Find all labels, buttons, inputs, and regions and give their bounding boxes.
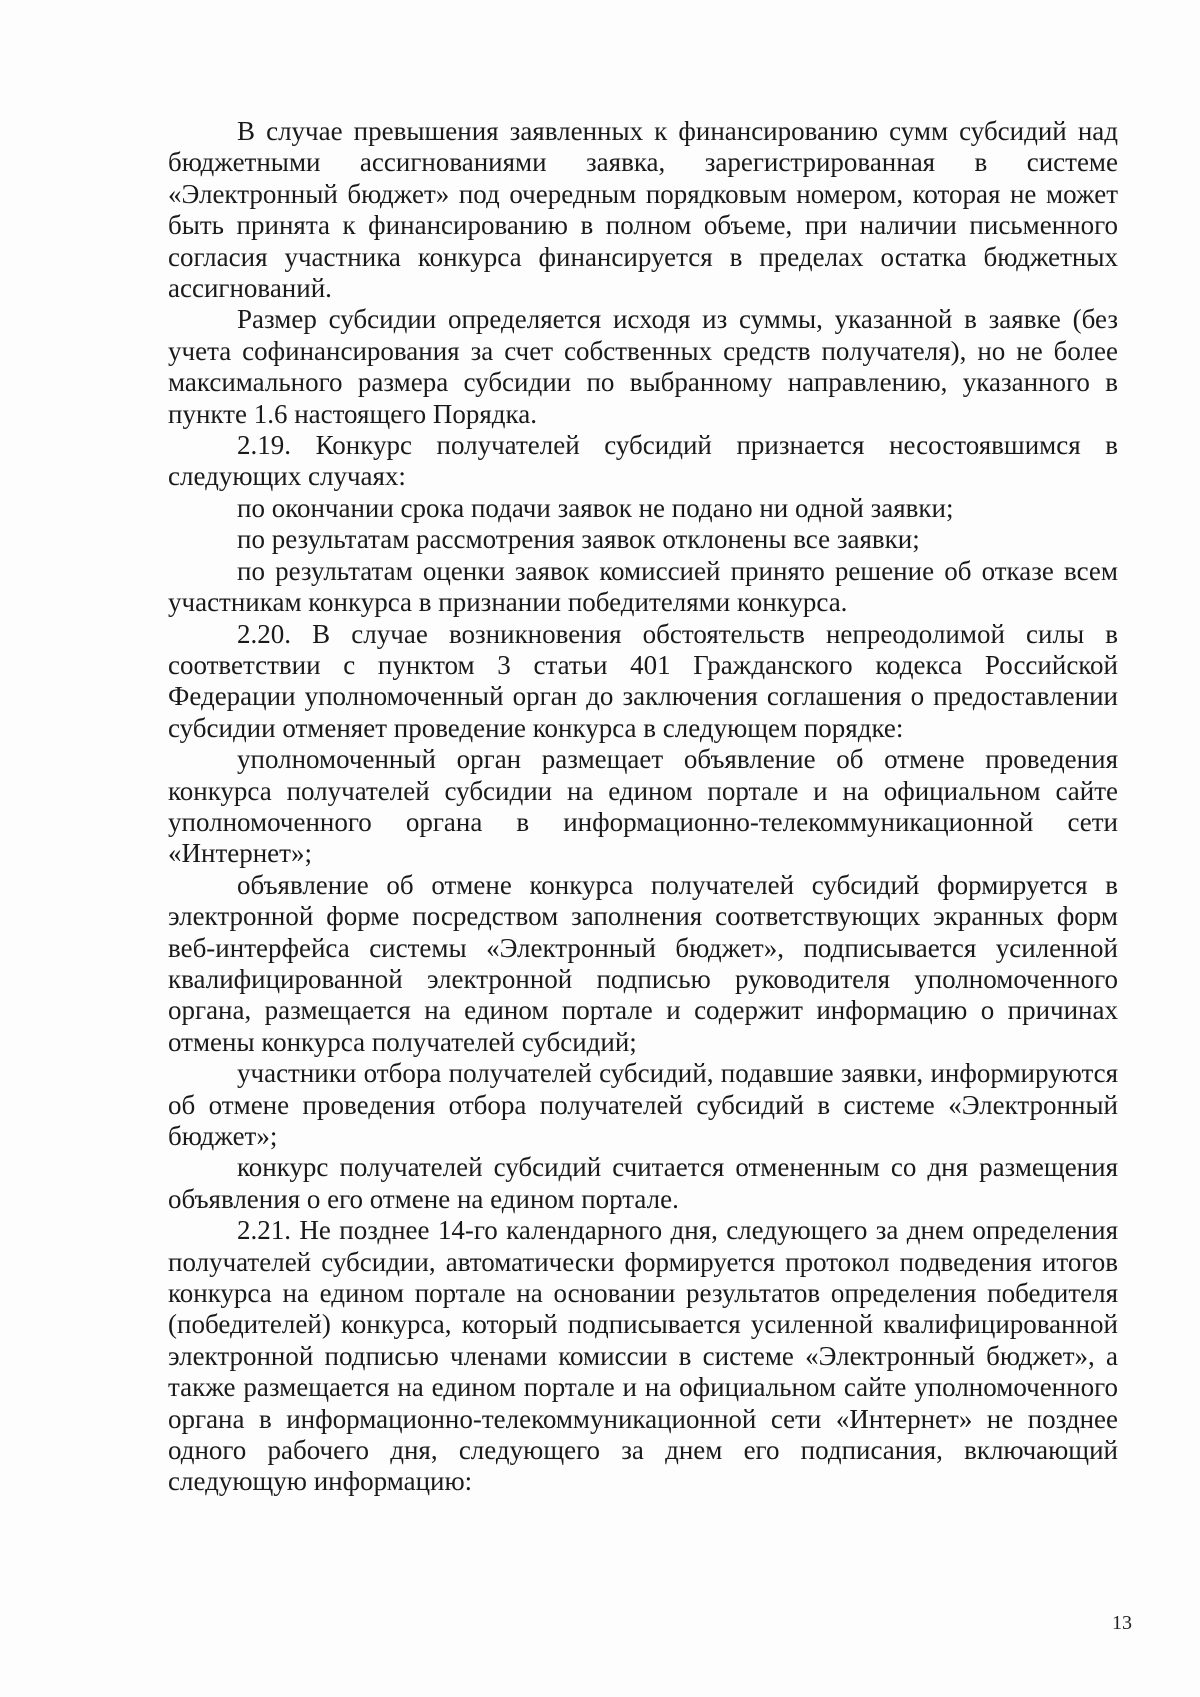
document-body (168, 116, 1118, 1498)
page-number: 13 (1112, 1612, 1132, 1634)
paragraph-2-19-case-all-rejected: по результатам рассмотрения заявок отклонены все заявки; (237, 524, 920, 555)
paragraph-overflow-financing: В случае превышения заявленных к финансированию сумм субсидий над бюджетными ассигнованиями заявка, зарегистрированная в системе «Электронный бюджет» под очередным порядковым номером, которая не может быть принята к финансированию в полном объеме, при наличии письменного согласия участника конкурса финансируется в пределах остатка бюджетных ассигнований. (168, 116, 1118, 304)
paragraph-subsidy-size: Размер субсидии определяется исходя из суммы, указанной в заявке (без учета софинансирования за счет собственных средств получателя), но не более максимального размера субсидии по выбранному направлению, указанного в пункте 1.6 настоящего Порядка. (168, 304, 1118, 429)
paragraph-2-20-cancelled-date: конкурс получателей субсидий считается отмененным со дня размещения объявления о его отмене на едином портале. (168, 1152, 1118, 1214)
paragraph-2-21-protocol: 2.21. Не позднее 14-го календарного дня, следующего за днем определения получателей субсидии, автоматически формируется протокол подведения итогов конкурса на едином портале на основании результатов определения победителя (победителей) конкурса, который подписывается усиленной квалифицированной электронной подписью членами комиссии в системе «Электронный бюджет», а также размещается на едином портале и на официальном сайте уполномоченного органа в информационно-телекоммуникационной сети «Интернет» не позднее одного рабочего дня, следующего за днем его подписания, включающий следующую информацию: (168, 1215, 1118, 1497)
paragraph-2-20-announcement: уполномоченный орган размещает объявление об отмене проведения конкурса получателей субсидии на едином портале и на официальном сайте уполномоченного органа в информационно-телекоммуникационной сети «Интернет»; (168, 744, 1118, 869)
paragraph-2-20-electronic-form: объявление об отмене конкурса получателей субсидий формируется в электронной форме посредством заполнения соответствующих экранных форм веб-интерфейса системы «Электронный бюджет», подписывается усиленной квалифицированной электронной подписью руководителя уполномоченного органа, размещается на едином портале и содержит информацию о причинах отмены конкурса получателей субсидий; (168, 869, 1118, 1057)
paragraph-2-20-participants-informed: участники отбора получателей субсидий, подавшие заявки, информируются об отмене проведения отбора получателей субсидий в системе «Электронный бюджет»; (168, 1058, 1118, 1151)
paragraph-2-19-case-no-applications: по окончании срока подачи заявок не подано ни одной заявки; (237, 492, 954, 523)
paragraph-2-19-case-refusal: по результатам оценки заявок комиссией принято решение об отказе всем участникам конкурса в признании победителями конкурса. (168, 555, 1118, 618)
paragraph-2-20-heading: 2.20. В случае возникновения обстоятельств непреодолимой силы в соответствии с пунктом 3 статьи 401 Гражданского кодекса Российской Федерации уполномоченный орган до заключения соглашения о предоставлении субсидии отменяет проведение конкурса в следующем порядке: (168, 618, 1118, 743)
paragraph-2-19-heading: 2.19. Конкурс получателей субсидий признается несостоявшимся в следующих случаях: (168, 430, 1118, 492)
